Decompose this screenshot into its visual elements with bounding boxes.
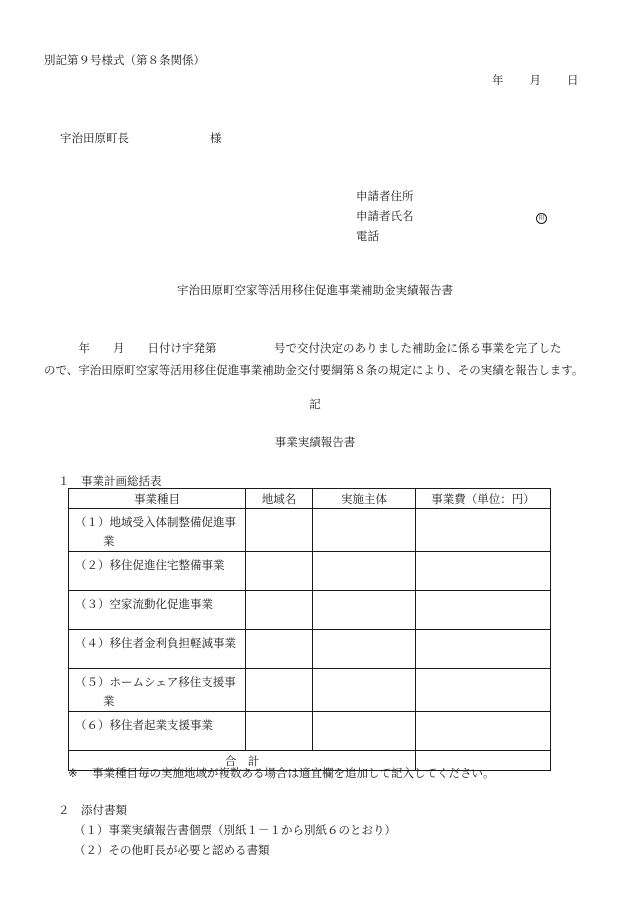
applicant-block xyxy=(356,186,545,246)
cost-cell xyxy=(416,509,551,552)
header-category: 事業種目 xyxy=(69,489,246,509)
implementer-cell xyxy=(313,552,416,591)
report-subtitle: 事業実績報告書 xyxy=(274,435,356,449)
category-cell xyxy=(69,591,246,630)
category-cell xyxy=(69,552,246,591)
category-label: （４）移住者金利負担軽減事業 xyxy=(75,636,236,650)
category-label: （１）地域受入体制整備促進事業 xyxy=(75,515,236,548)
category-label: （３）空家流動化促進事業 xyxy=(75,597,213,611)
summary-table xyxy=(68,488,551,771)
seal-icon xyxy=(536,206,547,226)
category-cell xyxy=(69,712,246,751)
region-cell xyxy=(246,552,313,591)
table-row xyxy=(69,552,551,591)
addressee-honorific: 様 xyxy=(210,131,222,145)
region-cell xyxy=(246,669,313,712)
category-label: （２）移住促進住宅整備事業 xyxy=(75,558,225,572)
region-cell xyxy=(246,509,313,552)
implementer-cell xyxy=(313,712,416,751)
category-label: （５）ホームシェア移住支援事業 xyxy=(75,675,236,708)
table-row xyxy=(69,591,551,630)
table-row xyxy=(69,712,551,751)
section1-title: １ 事業計画総括表 xyxy=(58,474,162,488)
header-cost: 事業費（単位：円） xyxy=(416,489,551,509)
region-cell xyxy=(246,591,313,630)
implementer-cell xyxy=(313,509,416,552)
document-title: 宇治田原町空家等活用移住促進事業補助金実績報告書 xyxy=(177,283,453,297)
cost-cell xyxy=(416,630,551,669)
header-implementer: 実施主体 xyxy=(313,489,416,509)
body-line-1: 年 月 日付け宇発第 号で交付決定のありました補助金に係る事業を完了した xyxy=(44,341,562,355)
cost-cell xyxy=(416,591,551,630)
section2-title: ２ 添付書類 xyxy=(58,803,127,817)
body-line-2: ので、宇治田原町空家等活用移住促進事業補助金交付要綱第８条の規定により、その実績を報告します。 xyxy=(44,363,584,377)
applicant-address-label: 申請者住所 xyxy=(356,189,414,203)
attachment-item: （１）事業実績報告書個票（別紙１－１から別紙６のとおり） xyxy=(74,823,396,837)
category-cell xyxy=(69,509,246,552)
region-cell xyxy=(246,630,313,669)
table-row xyxy=(69,509,551,552)
cost-cell xyxy=(416,669,551,712)
report-date xyxy=(492,72,579,88)
seal-mark: 印 xyxy=(536,213,547,224)
implementer-cell xyxy=(313,669,416,712)
date-day-label: 日 xyxy=(567,73,579,87)
form-number: 別記第９号様式（第８条関係） xyxy=(44,53,205,67)
implementer-cell xyxy=(313,630,416,669)
table-note xyxy=(68,765,495,781)
ki-heading: 記 xyxy=(309,397,321,411)
cost-cell xyxy=(416,712,551,751)
attachment-item: （２）その他町長が必要と認める書類 xyxy=(74,843,270,857)
note-text: 事業種目毎の実施地域が複数ある場合は適宜欄を追加して記入してください。 xyxy=(92,766,495,780)
table-row xyxy=(69,630,551,669)
category-cell xyxy=(69,669,246,712)
addressee-name: 宇治田原町長 xyxy=(60,131,129,145)
date-month-label: 月 xyxy=(529,73,541,87)
total-label: 合 計 xyxy=(69,751,416,771)
date-year-label: 年 xyxy=(492,73,504,87)
implementer-cell xyxy=(313,591,416,630)
header-region: 地域名 xyxy=(246,489,313,509)
applicant-phone-label: 電話 xyxy=(356,229,379,243)
table-row xyxy=(69,669,551,712)
cost-cell xyxy=(416,552,551,591)
applicant-name-label: 申請者氏名 xyxy=(356,209,414,223)
body-paragraph xyxy=(44,337,594,381)
category-cell xyxy=(69,630,246,669)
category-label: （６）移住者起業支援事業 xyxy=(75,718,213,732)
region-cell xyxy=(246,712,313,751)
note-mark: ※ xyxy=(68,766,78,780)
